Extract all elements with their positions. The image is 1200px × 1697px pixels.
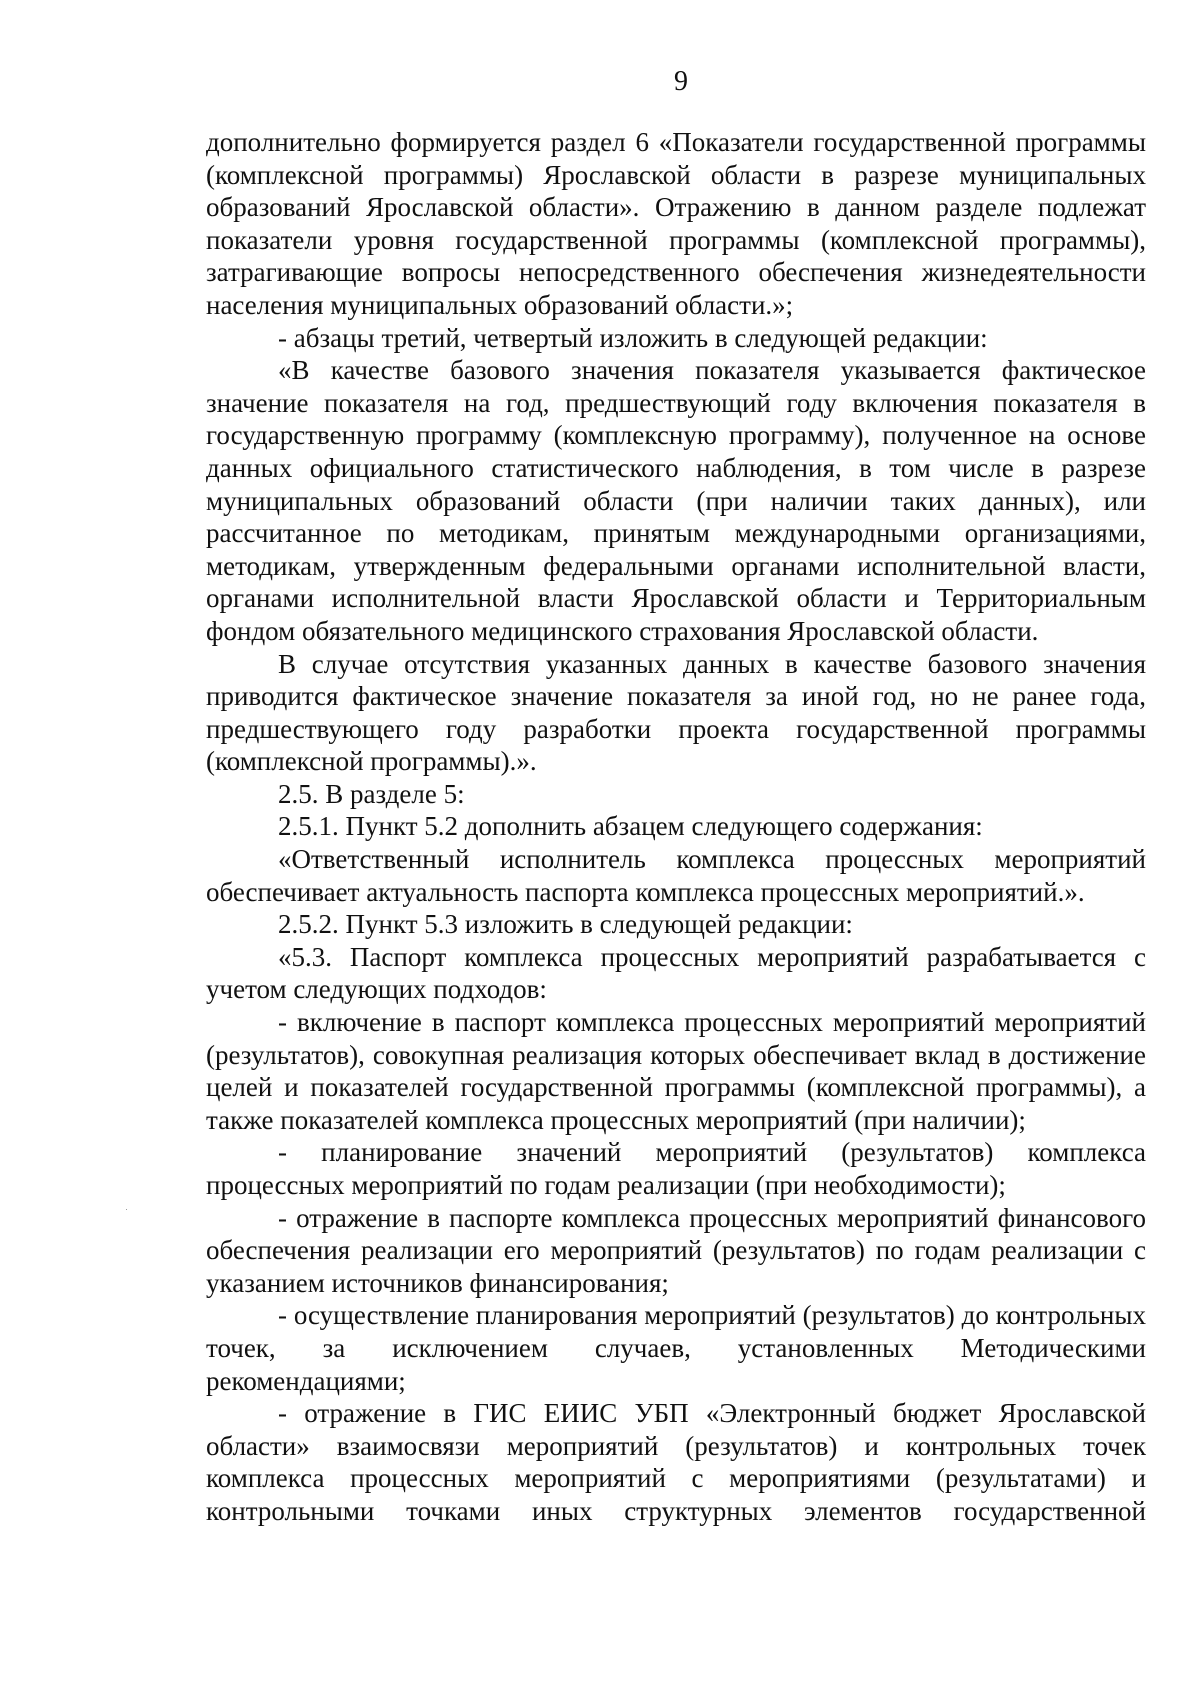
paragraph: 2.5.1. Пункт 5.2 дополнить абзацем следующего содержания:	[278, 811, 983, 842]
paragraph: 2.5. В разделе 5:	[278, 778, 465, 809]
list-item: - отражение в паспорте комплекса процессных мероприятий финансового обеспечения реализации его мероприятий (результатов) по годам реализации с указанием источников финансирования;	[206, 1202, 1146, 1298]
document-body	[206, 126, 1146, 1528]
paragraph: «В качестве базового значения показателя указывается фактическое значение показателя на год, предшествующий году включения показателя в государственную программу (комплексную программу), полученное на основе данных официального статистического наблюдения, в том числе в разрезе муниципальных образований области (при наличии таких данных), или рассчитанное по методикам, принятым международными организациями, методикам, утвержденным федеральными органами исполнительной власти, органами исполнительной власти Ярославской области и Территориальным фондом обязательного медицинского страхования Ярославской области.	[206, 355, 1146, 646]
paragraph: - абзацы третий, четвертый изложить в следующей редакции:	[278, 322, 988, 353]
paragraph: 2.5.2. Пункт 5.3 изложить в следующей редакции:	[278, 909, 853, 940]
list-item: - планирование значений мероприятий (результатов) комплекса процессных мероприятий по годам реализации (при необходимости);	[206, 1137, 1146, 1200]
list-item: - включение в паспорт комплекса процессных мероприятий мероприятий (результатов), совокупная реализация которых обеспечивает вклад в достижение целей и показателей государственной программы (комплексной программы), а также показателей комплекса процессных мероприятий (при наличии);	[206, 1007, 1146, 1135]
paragraph: «5.3. Паспорт комплекса процессных мероприятий разрабатывается с учетом следующих подходов:	[206, 941, 1146, 1005]
page-number: 9	[674, 66, 688, 97]
scan-speck	[126, 1209, 127, 1210]
list-item: - осуществление планирования мероприятий (результатов) до контрольных точек, за исключением случаев, установленных Методическими рекомендациями;	[206, 1300, 1146, 1396]
paragraph: «Ответственный исполнитель комплекса процессных мероприятий обеспечивает актуальность паспорта комплекса процессных мероприятий.».	[206, 844, 1146, 907]
paragraph: В случае отсутствия указанных данных в качестве базового значения приводится фактическое значение показателя за иной год, но не ранее года, предшествующего году разработки проекта государственной программы (комплексной программы).».	[206, 648, 1146, 777]
list-item: - отражение в ГИС ЕИИС УБП «Электронный бюджет Ярославской области» взаимосвязи мероприятий (результатов) и контрольных точек комплекса процессных мероприятий с мероприятиями (результатами) и контрольными точками иных структурных элементов государственной	[206, 1398, 1146, 1526]
paragraph: дополнительно формируется раздел 6 «Показатели государственной программы (комплексной программы) Ярославской области в разрезе муниципальных образований Ярославской области». Отражению в данном разделе подлежат показатели уровня государственной программы (комплексной программы), затрагивающие вопросы непосредственного обеспечения жизнедеятельности населения муниципальных образований области.»;	[206, 127, 1146, 320]
